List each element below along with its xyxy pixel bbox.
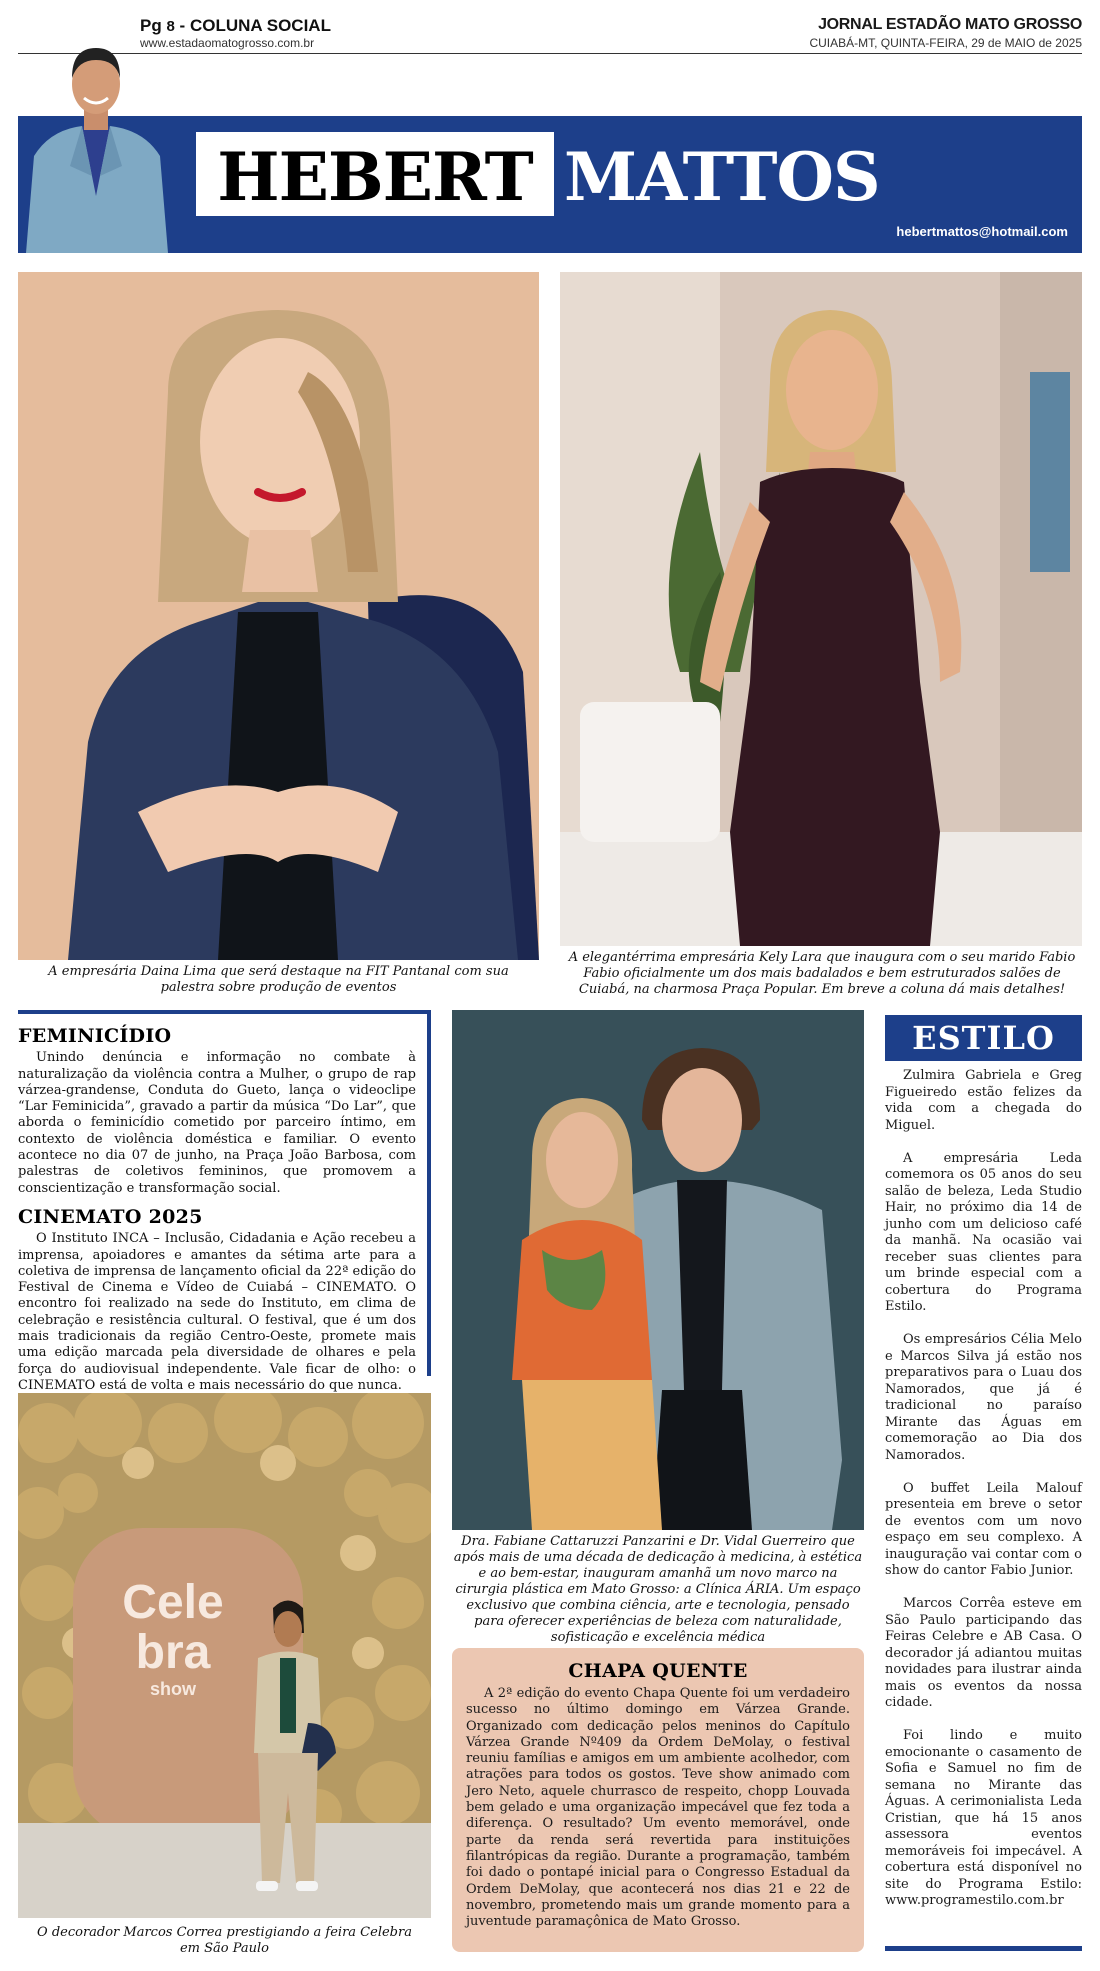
estilo-paragraph: Foi lindo e muito emocionante o casamento de Sofia e Samuel no fim de semana no Mirante das Águas. A cerimonialista Leda Cristian, que há 15 anos assessora eventos memoráveis foi impecável. A cobertura está disponível no site do Programa Estilo: www.programestilo.com.br [885, 1728, 1082, 1908]
celebra-sign-bottom: show [149, 1679, 196, 1699]
caption-clinica-aria: Dra. Fabiane Cattaruzzi Panzarini e Dr. Vidal Guerreiro que após mais de uma década de dedicação à medicina, à estética e ao bem-estar, inauguram amanhã um novo marco na cirurgia plástica em Mato Grosso: a Clínica ÁRIA. Um espaço exclusivo que combina ciência, arte e tecnologia, pensado para oferecer experiências de beleza com naturalidade, sofisticação e excelência médica [453, 1534, 863, 1645]
columnist-email[interactable]: hebertmattos@hotmail.com [896, 224, 1068, 239]
feminicidio-text: Unindo denúncia e informação no combate à naturalização da violência contra a Mulher, o grupo de rap várzea-grandense, Conduta do Gueto, lança o videoclipe “Lar Feminicida”, gravado a partir da música “Do Lar”, que aborda o feminicídio cometido por parceiro íntimo, em contexto de violência doméstica e familiar. O evento acontece no dia 07 de junho, na Praça João Barbosa, com palestras de coletivos femininos, que promovem a conscientização e transformação social. [18, 1050, 416, 1196]
estilo-paragraph: Os empresários Célia Melo e Marcos Silva já estão nos preparativos para o Luau dos Namorados, que já é tradicional no paraíso Mirante das Águas em comemoração ao Dia dos Namorados. [885, 1332, 1082, 1463]
estilo-paragraph: Zulmira Gabriela e Greg Figueiredo estão felizes da vida com a chegada do Miguel. [885, 1068, 1082, 1133]
celebra-sign [93, 1578, 253, 1700]
section-name: COLUNA SOCIAL [189, 16, 331, 35]
page-header [18, 14, 1082, 54]
celebra-sign-mid: bra [135, 1626, 211, 1679]
estilo-heading: ESTILO [885, 1015, 1082, 1061]
celebra-sign-top: Cele [122, 1576, 224, 1629]
estilo-paragraph: A empresária Leda comemora os 05 anos do seu salão de beleza, Leda Studio Hair, no próximo dia 14 de junho com um delicioso café da manhã. Na ocasião vai receber suas clientes para um brinde especial com a cobertura do Programa Estilo. [885, 1150, 1082, 1314]
feminicidio-heading: FEMINICÍDIO [18, 1025, 172, 1047]
left-column-side-rule [427, 1010, 431, 1376]
chapa-quente-heading: CHAPA QUENTE [568, 1660, 748, 1682]
columnist-portrait [20, 26, 172, 253]
left-column-top-rule [18, 1010, 431, 1014]
first-name-box [196, 132, 554, 216]
columnist-first-name: HEBERT [217, 138, 533, 216]
estilo-paragraph: O buffet Leila Malouf presenteia em breve o setor de eventos com um novo espaço em seu complexo. A inauguração vai contar com o show do cantor Fabio Junior. [885, 1480, 1082, 1578]
estilo-bottom-rule [885, 1946, 1082, 1951]
dateline: CUIABÁ-MT, QUINTA-FEIRA, 29 de MAIO de 2025 [809, 36, 1082, 50]
journal-name: JORNAL ESTADÃO MATO GROSSO [818, 16, 1082, 33]
photo-daina-lima [18, 272, 539, 960]
cinemato-heading: CINEMATO 2025 [18, 1205, 203, 1228]
page-number: 8 [166, 18, 175, 35]
left-text-column [18, 1025, 416, 1394]
page-label: Pg 8 - COLUNA SOCIAL [140, 16, 331, 35]
columnist-banner [18, 116, 1082, 253]
caption-kely-lara: A elegantérrima empresária Kely Lara que inaugura com o seu marido Fabio Fabio oficialmente um dos mais badalados e bem estruturados salões de Cuiabá, na charmosa Praça Popular. Em breve a coluna dá mais detalhes! [568, 950, 1076, 997]
page-prefix: Pg [140, 16, 162, 35]
chapa-quente-box [452, 1648, 864, 1952]
columnist-last-name: MATTOS [564, 138, 880, 216]
photo-marcos-correa [18, 1393, 431, 1918]
website-link[interactable]: www.estadaomatogrosso.com.br [140, 36, 315, 50]
caption-marcos-correa: O decorador Marcos Correa prestigiando a feira Celebra em São Paulo [37, 1925, 412, 1956]
chapa-quente-text: A 2ª edição do evento Chapa Quente foi um verdadeiro sucesso no último domingo em Várzea Grande. Organizado com dedicação pelos meninos do Capítulo Várzea Grande Nº409 da Ordem DeMolay, o festival reuniu famílias e amigos em um ambiente acolhedor, com atrações para todos os gostos. Teve show animado com Jero Neto, aquele churrasco de respeito, chopp Louvada bem gelado e uma organização impecável que fez toda a diferença. O resultado? Um evento memorável, onde parte da renda será revertida para instituições filantrópicas da região. Durante a programação, também foi dado o pontapé inicial para o Congresso Estadual da Ordem DeMolay, que acontecerá nos dias 21 e 22 de novembro, prometendo mais um grande momento para a juventude paramaçônica de Mato Grosso. [466, 1686, 850, 1930]
estilo-column [885, 1068, 1082, 1910]
photo-clinica-aria [452, 1010, 864, 1530]
caption-daina-lima: A empresária Daina Lima que será destaque na FIT Pantanal com sua palestra sobre produção de eventos [48, 964, 509, 995]
photo-kely-lara [560, 272, 1082, 946]
estilo-paragraph: Marcos Corrêa esteve em São Paulo participando das Feiras Celebre e AB Casa. O decorador já adiantou muitas novidades para ilustrar ainda mais os eventos da nossa cidade. [885, 1596, 1082, 1710]
cinemato-text: O Instituto INCA – Inclusão, Cidadania e Ação recebeu a imprensa, apoiadores e amantes da sétima arte para a coletiva de imprensa de lançamento oficial da 22ª edição do Festival de Cinema e Vídeo de Cuiabá – CINEMATO. O encontro foi realizado na sede do Instituto, em clima de celebração e resistência cultural. O festival, que é um dos mais tradicionais da região Centro-Oeste, promete mais uma edição marcada pela diversidade de olhares e pela força do audiovisual independente. Vale ficar de olho: o CINEMATO está de volta e mais necessário do que nunca. [18, 1231, 416, 1393]
